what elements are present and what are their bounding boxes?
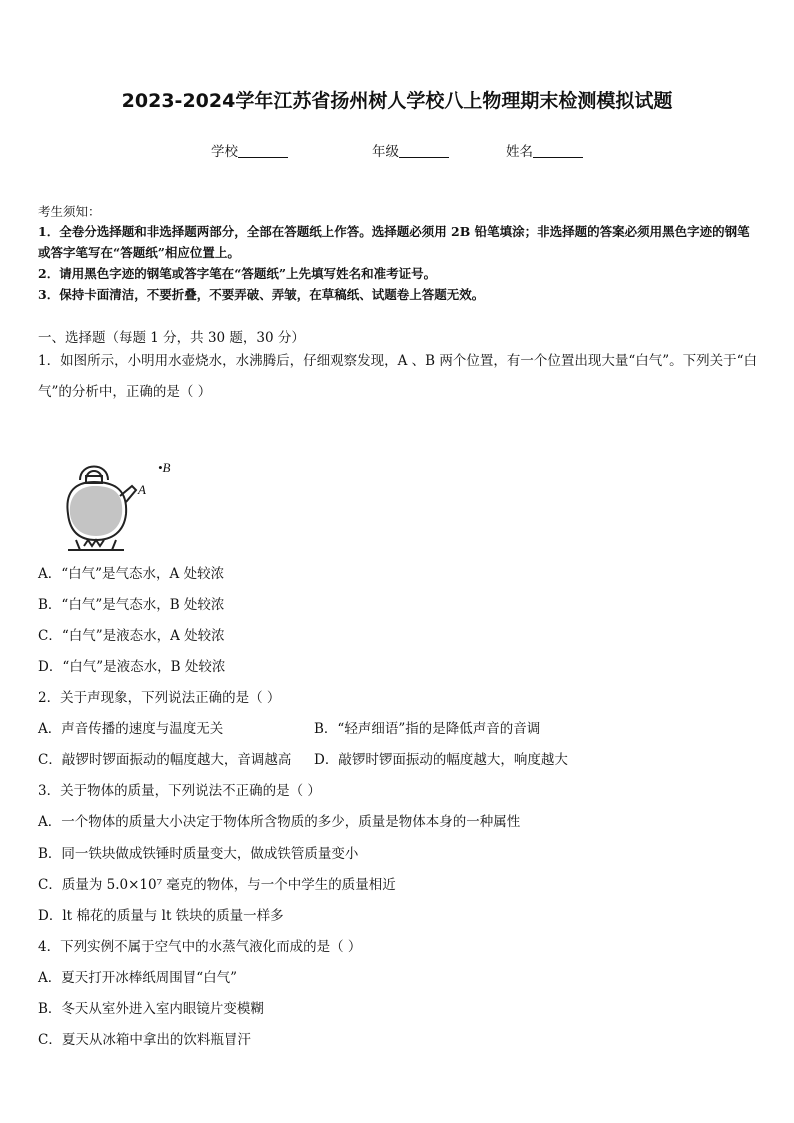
grade-field [372, 140, 449, 160]
q4-option-c[interactable]: C．夏天从冰箱中拿出的饮料瓶冒汗 [38, 1032, 251, 1048]
q3-option-d[interactable]: D．lt 棉花的质量与 lt 铁块的质量一样多 [38, 908, 284, 924]
q2-option-b[interactable]: B．“轻声细语”指的是降低声音的音调 [314, 721, 541, 737]
notice-heading: 考生须知： [38, 204, 101, 219]
q1-stem: 1．如图所示，小明用水壶烧水，水沸腾后，仔细观察发现，A 、B 两个位置，有一个位置出现大量“白气”。下列关于“白气”的分析中，正确的是（ ） [38, 353, 758, 400]
name-label: 姓名 [506, 144, 533, 160]
q2-stem: 2．关于声现象，下列说法正确的是（ ） [38, 690, 281, 706]
grade-blank[interactable] [399, 143, 449, 158]
point-a-label: A [138, 482, 146, 497]
q3-option-b[interactable]: B．同一铁块做成铁锤时质量变大，做成铁管质量变小 [38, 846, 359, 862]
kettle-figure [58, 456, 194, 554]
q2-option-c[interactable]: C．敲锣时锣面振动的幅度越大，音调越高 [38, 752, 292, 768]
q4-option-b[interactable]: B．冬天从室外进入室内眼镜片变模糊 [38, 1001, 264, 1017]
section-title: 一、选择题（每题 1 分，共 30 题，30 分） [38, 330, 305, 346]
q1-option-c[interactable]: C．“白气”是液态水，A 处较浓 [38, 628, 225, 644]
q1-option-b[interactable]: B．“白气”是气态水，B 处较浓 [38, 597, 225, 613]
grade-label: 年级 [372, 144, 399, 160]
notice-item-3: 3．保持卡面清洁，不要折叠，不要弄破、弄皱，在草稿纸、试题卷上答题无效。 [38, 287, 485, 302]
notice-item-2: 2．请用黑色字迹的钢笔或答字笔在“答题纸”上先填写姓名和准考证号。 [38, 266, 437, 281]
name-blank[interactable] [533, 143, 583, 158]
school-blank[interactable] [238, 143, 288, 158]
q3-stem: 3．关于物体的质量，下列说法不正确的是（ ） [38, 783, 321, 799]
q1-option-d[interactable]: D．“白气”是液态水，B 处较浓 [38, 659, 226, 675]
point-b-label: •B [158, 460, 171, 475]
name-field [506, 140, 583, 160]
q2-option-a[interactable]: A．声音传播的速度与温度无关 [38, 721, 224, 737]
kettle-diagram [58, 456, 194, 554]
school-label: 学校 [211, 144, 238, 160]
q4-option-a[interactable]: A．夏天打开冰棒纸周围冒“白气” [38, 970, 238, 986]
q3-option-a[interactable]: A．一个物体的质量大小决定于物体所含物质的多少，质量是物体本身的一种属性 [38, 814, 521, 830]
q2-option-d[interactable]: D．敲锣时锣面振动的幅度越大，响度越大 [314, 752, 568, 768]
page-title: 2023-2024学年江苏省扬州树人学校八上物理期末检测模拟试题 [121, 90, 673, 112]
notice-item-1: 1．全卷分选择题和非选择题两部分，全部在答题纸上作答。选择题必须用 2B 铅笔填涂；非选择题的答案必须用黑色字迹的钢笔或答字笔写在“答题纸”相应位置上。 [38, 224, 750, 260]
q4-stem: 4．下列实例不属于空气中的水蒸气液化而成的是（ ） [38, 939, 362, 955]
school-field [211, 140, 288, 160]
q1-option-a[interactable]: A．“白气”是气态水，A 处较浓 [38, 566, 225, 582]
q3-option-c[interactable]: C．质量为 5.0×10⁷ 毫克的物体，与一个中学生的质量相近 [38, 877, 396, 893]
